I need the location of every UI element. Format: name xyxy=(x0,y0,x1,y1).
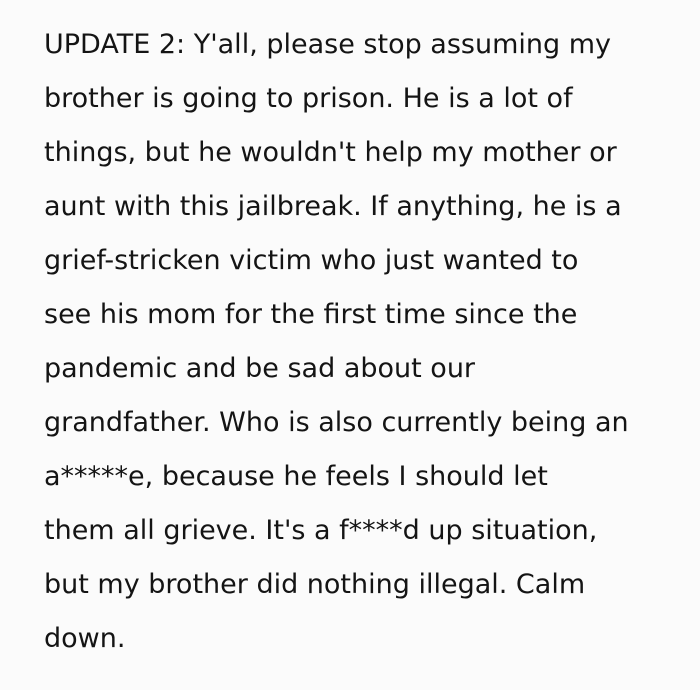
text-line: aunt with this jailbreak. If anything, he is a xyxy=(44,191,622,222)
text-line: grief-stricken victim who just wanted to xyxy=(44,245,579,276)
text-line: them all grieve. It's a f****d up situation, xyxy=(44,515,598,546)
text-line: but my brother did nothing illegal. Calm xyxy=(44,569,586,600)
text-line: pandemic and be sad about our xyxy=(44,353,476,384)
text-line: things, but he wouldn't help my mother or xyxy=(44,137,617,168)
text-line: down. xyxy=(44,623,126,654)
text-line: brother is going to prison. He is a lot of xyxy=(44,83,573,114)
text-line: UPDATE 2: Y'all, please stop assuming my xyxy=(44,29,612,60)
text-line: see his mom for the first time since the xyxy=(44,299,578,330)
text-line: grandfather. Who is also currently being an xyxy=(44,407,629,438)
text-line: a*****e, because he feels I should let xyxy=(44,461,548,492)
